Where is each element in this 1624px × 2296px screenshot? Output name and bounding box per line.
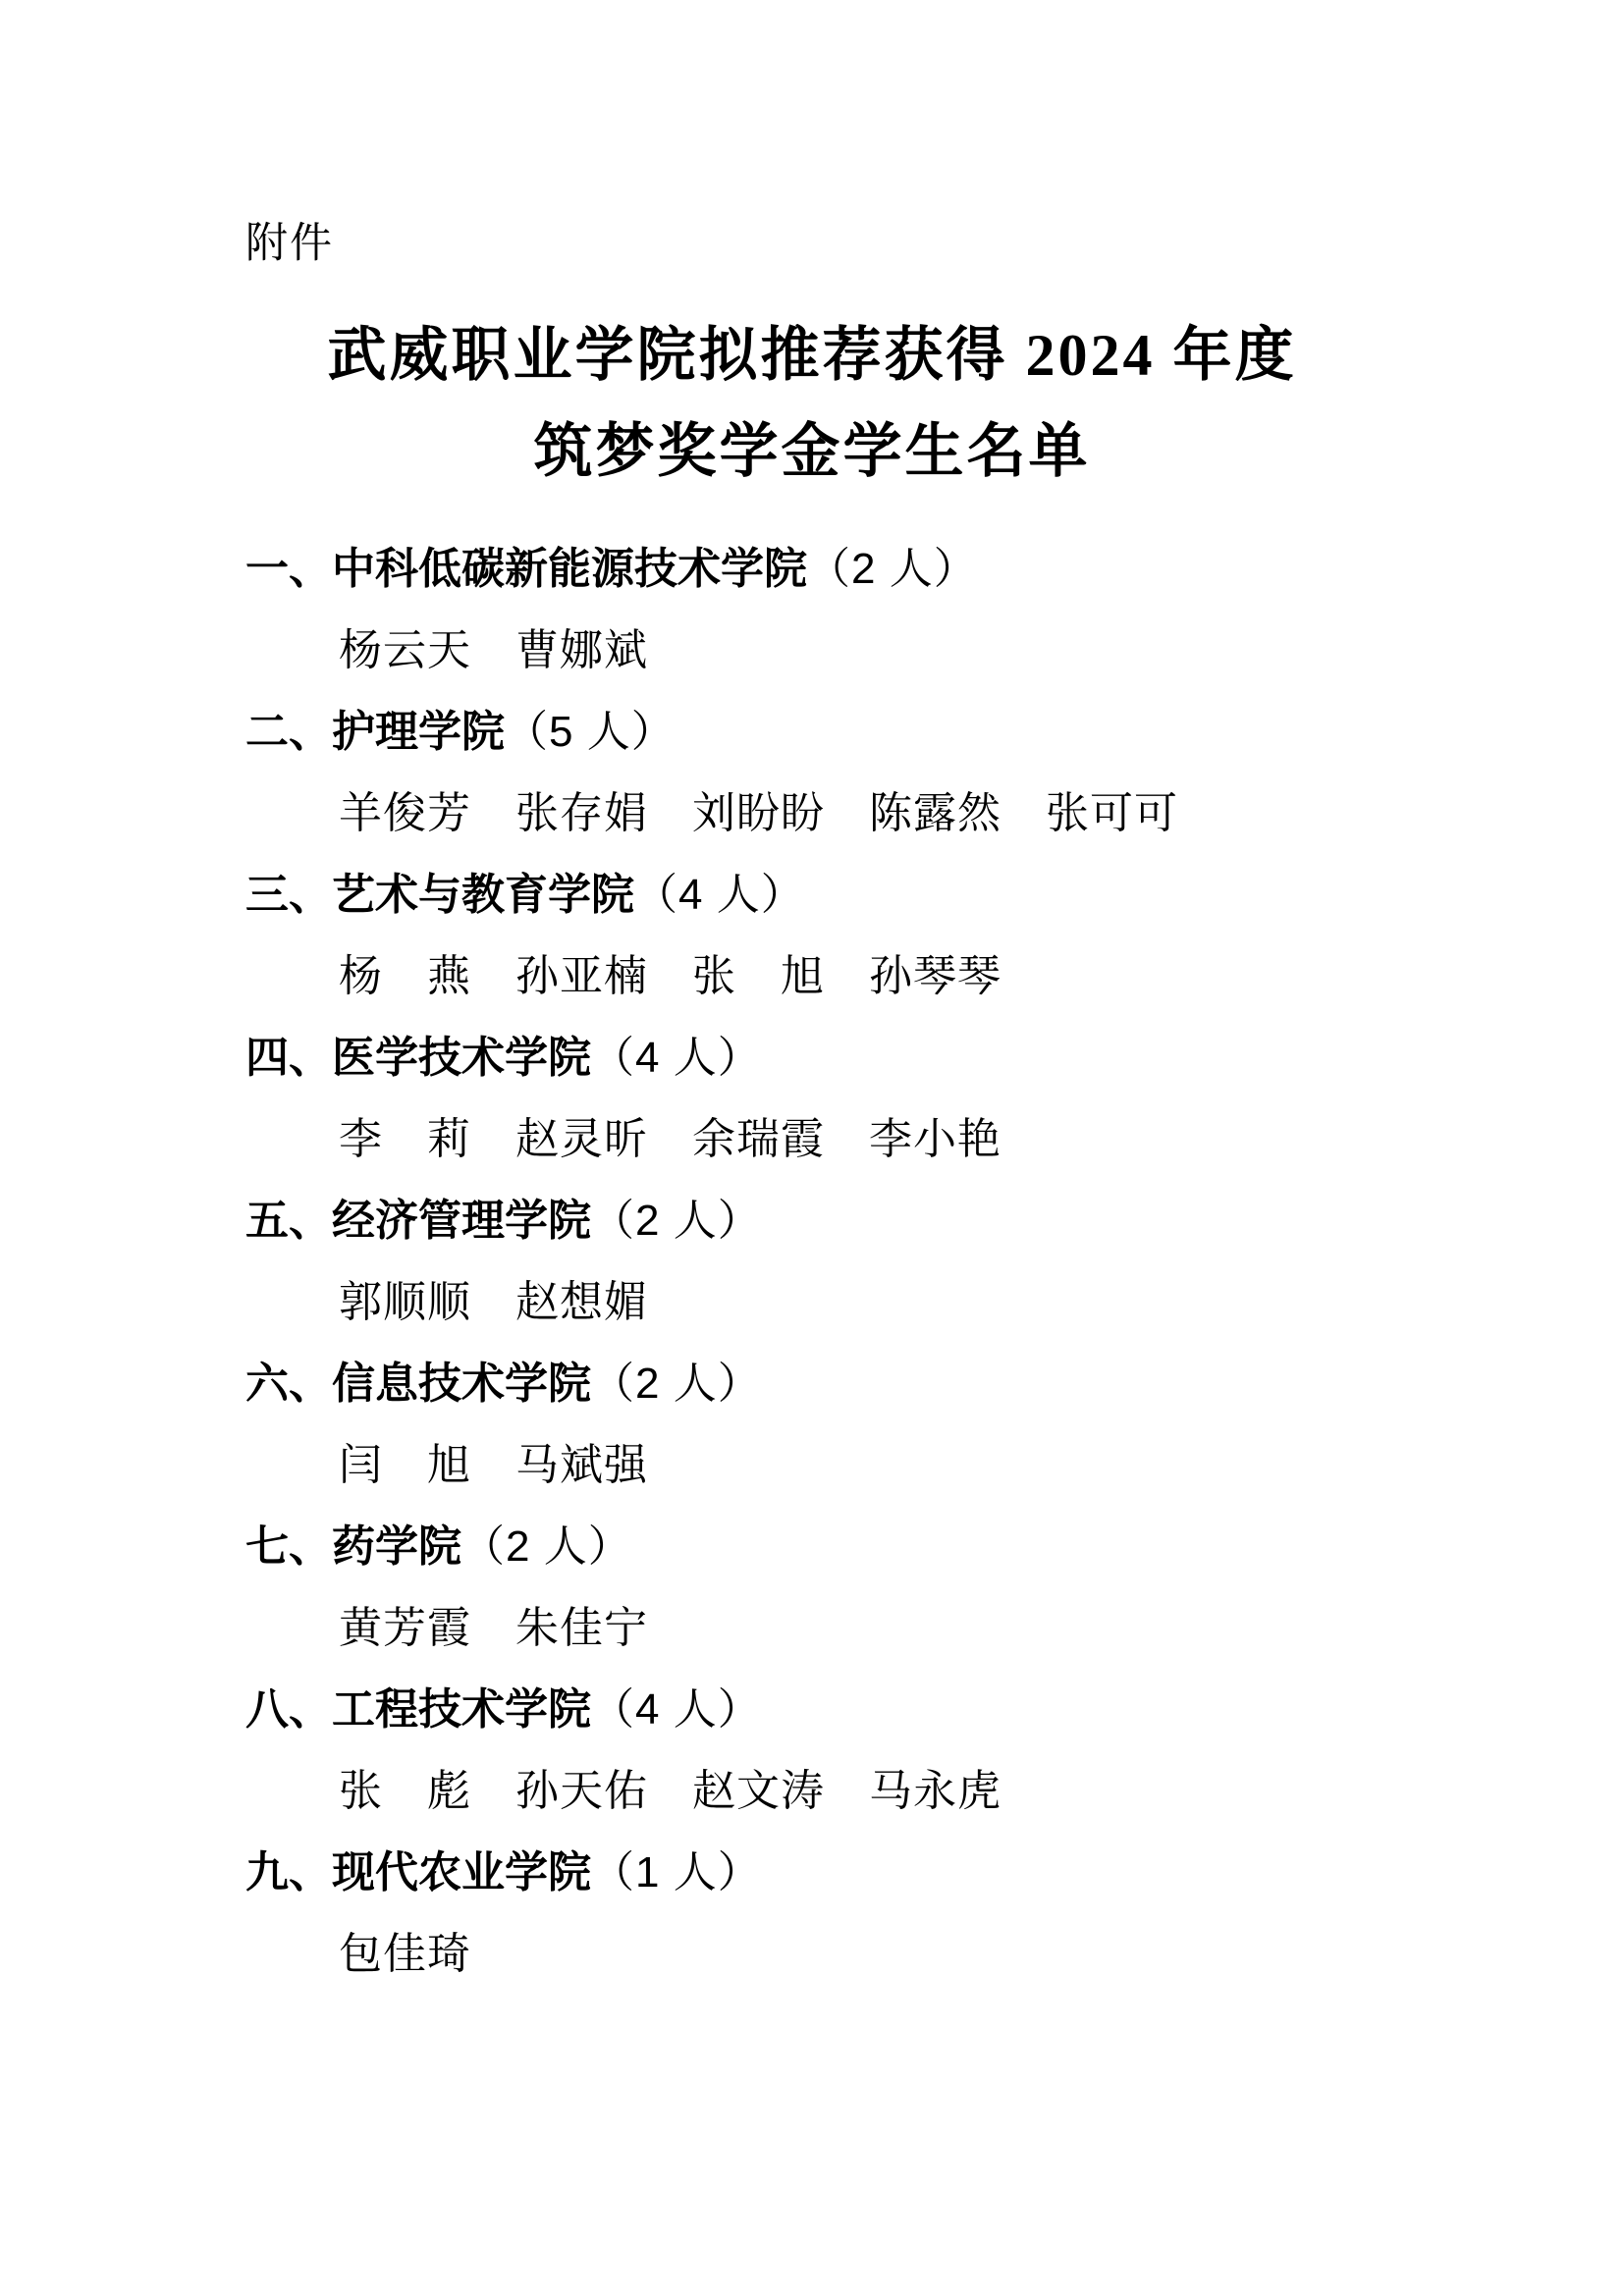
section-heading-count: （4 人） <box>591 1034 762 1082</box>
section-heading-count: （4 人） <box>591 1685 762 1734</box>
section-heading <box>245 1343 1379 1424</box>
section-heading-label: 五、经济管理学院 <box>245 1197 591 1245</box>
section-heading <box>245 528 1379 610</box>
section-heading <box>245 1506 1379 1587</box>
section-heading <box>245 1017 1379 1098</box>
document-title-line-1: 武威职业学院拟推荐获得 2024 年度 <box>327 323 1297 388</box>
section-heading-count: （4 人） <box>634 871 805 919</box>
section-names: 包佳琦 <box>339 1930 471 1978</box>
section-heading <box>245 1832 1379 1913</box>
section-heading-count: （5 人） <box>505 708 676 756</box>
section-list <box>245 528 1379 1995</box>
section-names: 杨云天 曹娜斌 <box>339 626 648 674</box>
section-heading <box>245 691 1379 773</box>
section-names: 郭顺顺 赵想媚 <box>339 1278 648 1326</box>
section-heading-label: 一、中科低碳新能源技术学院 <box>245 545 807 593</box>
document-title <box>0 307 1624 500</box>
section-heading-label: 六、信息技术学院 <box>245 1360 591 1408</box>
section-heading-count: （2 人） <box>807 545 978 593</box>
section-heading <box>245 1180 1379 1261</box>
section-names: 李 莉 赵灵昕 余瑞霞 李小艳 <box>339 1115 1001 1163</box>
section-heading-label: 四、医学技术学院 <box>245 1034 591 1082</box>
section-heading-label: 九、现代农业学院 <box>245 1848 591 1896</box>
section-heading <box>245 1669 1379 1750</box>
section-heading <box>245 854 1379 935</box>
attachment-label: 附件 <box>245 220 334 267</box>
document-title-line-2: 筑梦奖学金学生名单 <box>533 419 1091 484</box>
section-heading-label: 三、艺术与教育学院 <box>245 871 634 919</box>
section-heading-count: （2 人） <box>461 1522 632 1571</box>
section-heading-count: （2 人） <box>591 1360 762 1408</box>
section-heading-label: 二、护理学院 <box>245 708 505 756</box>
section-heading-count: （1 人） <box>591 1848 762 1896</box>
section-names: 张 彪 孙天佑 赵文涛 马永虎 <box>339 1767 1001 1815</box>
section-heading-label: 八、工程技术学院 <box>245 1685 591 1734</box>
section-heading-count: （2 人） <box>591 1197 762 1245</box>
section-names: 闫 旭 马斌强 <box>339 1441 648 1489</box>
section-heading-label: 七、药学院 <box>245 1522 461 1571</box>
section-names: 羊俊芳 张存娟 刘盼盼 陈露然 张可可 <box>339 789 1178 837</box>
section-names: 黄芳霞 朱佳宁 <box>339 1604 648 1652</box>
section-names: 杨 燕 孙亚楠 张 旭 孙琴琴 <box>339 952 1001 1000</box>
